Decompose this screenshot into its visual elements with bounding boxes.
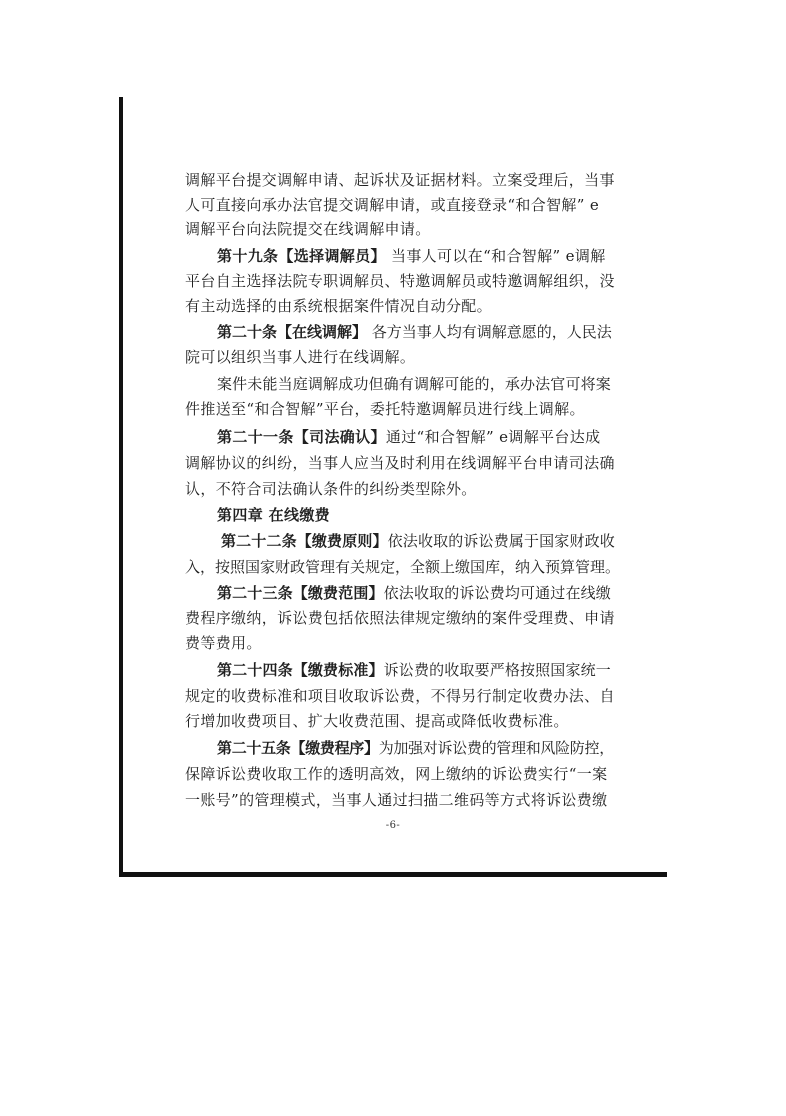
line-text: 入，按照国家财政管理有关规定，全额上缴国库，纳入预算管理。	[185, 558, 621, 576]
article-heading: 第二十五条【缴费程序】	[217, 739, 379, 757]
line-text: 规定的收费标准和项目收取诉讼费，不得另行制定收费办法、自	[185, 687, 615, 705]
article-heading: 第十九条【选择调解员】	[217, 247, 386, 265]
line-text: 依法收取的诉讼费均可通过在线缴	[383, 584, 611, 602]
line-text: 诉讼费的收取要严格按照国家统一	[383, 661, 611, 679]
text-line	[185, 171, 615, 189]
text-line	[185, 196, 599, 214]
text-line	[185, 609, 615, 627]
text-line	[217, 584, 611, 602]
line-text: 当事人可以在“和合智解” e调解	[385, 247, 606, 265]
text-line	[185, 791, 607, 809]
text-line	[185, 712, 569, 730]
text-line	[185, 687, 615, 705]
text-line	[185, 634, 262, 652]
text-line	[185, 454, 615, 472]
line-text: 依法收取的诉讼费属于国家财政收	[387, 532, 615, 550]
line-text: 人可直接向承办法官提交调解申请，或直接登录“和合智解” e	[185, 196, 600, 214]
line-text: 调解协议的纠纷，当事人应当及时利用在线调解平台申请司法确	[185, 454, 615, 472]
article-heading: 第二十三条【缴费范围】	[217, 584, 384, 602]
line-text: 调解平台提交调解申请、起诉状及证据材料。立案受理后，当事	[185, 171, 615, 189]
chapter-heading: 第四章 在线缴费	[217, 506, 331, 524]
text-line	[221, 532, 615, 550]
text-line	[217, 506, 330, 524]
article-heading: 第二十二条【缴费原则】	[221, 532, 388, 550]
text-line	[217, 661, 611, 679]
line-text: 费等费用。	[185, 634, 262, 652]
line-text: 院可以组织当事人进行在线调解。	[185, 348, 416, 366]
article-heading: 第二十一条【司法确认】	[217, 428, 386, 446]
text-line	[185, 480, 477, 498]
text-line	[217, 739, 614, 757]
text-line	[185, 558, 620, 576]
line-text: 认，不符合司法确认条件的纠纷类型除外。	[185, 480, 477, 498]
article-heading: 第二十四条【缴费标准】	[217, 661, 384, 679]
text-line	[217, 247, 606, 265]
line-text: 案件未能当庭调解成功但确有调解可能的，承办法官可将案	[217, 375, 611, 393]
line-text: 调解平台向法院提交在线调解申请。	[185, 220, 431, 238]
text-line	[185, 348, 415, 366]
line-text: 平台自主选择法院专职调解员、特邀调解员或特邀调解组织，没	[185, 272, 615, 290]
text-line	[185, 400, 585, 418]
text-line	[185, 220, 431, 238]
page-number: -6-	[385, 820, 401, 831]
line-text: 行增加收费项目、扩大收费范围、提高或降低收费标准。	[185, 712, 569, 730]
text-line	[185, 765, 607, 783]
left-border-rule	[119, 97, 123, 877]
article-heading: 第二十条【在线调解】	[217, 323, 368, 341]
text-line	[185, 272, 615, 290]
line-text: 保障诉讼费收取工作的透明高效，网上缴纳的诉讼费实行“一案	[185, 765, 608, 783]
line-text: 费程序缴纳，诉讼费包括依照法律规定缴纳的案件受理费、申请	[185, 609, 615, 627]
line-text: 通过“和合智解” e调解平台达成	[385, 428, 601, 446]
text-line	[217, 323, 612, 341]
line-text: 件推送至“和合智解”平台，委托特邀调解员进行线上调解。	[185, 400, 585, 418]
line-text: 一账号”的管理模式，当事人通过扫描二维码等方式将诉讼费缴	[185, 791, 608, 809]
text-line	[217, 428, 600, 446]
line-text: 为加强对诉讼费的管理和风险防控，	[378, 739, 614, 757]
line-text: 有主动选择的由系统根据案件情况自动分配。	[185, 297, 493, 315]
text-line	[217, 375, 611, 393]
line-text: 各方当事人均有调解意愿的，人民法	[367, 323, 612, 341]
text-line	[185, 297, 492, 315]
bottom-border-rule	[119, 872, 667, 877]
